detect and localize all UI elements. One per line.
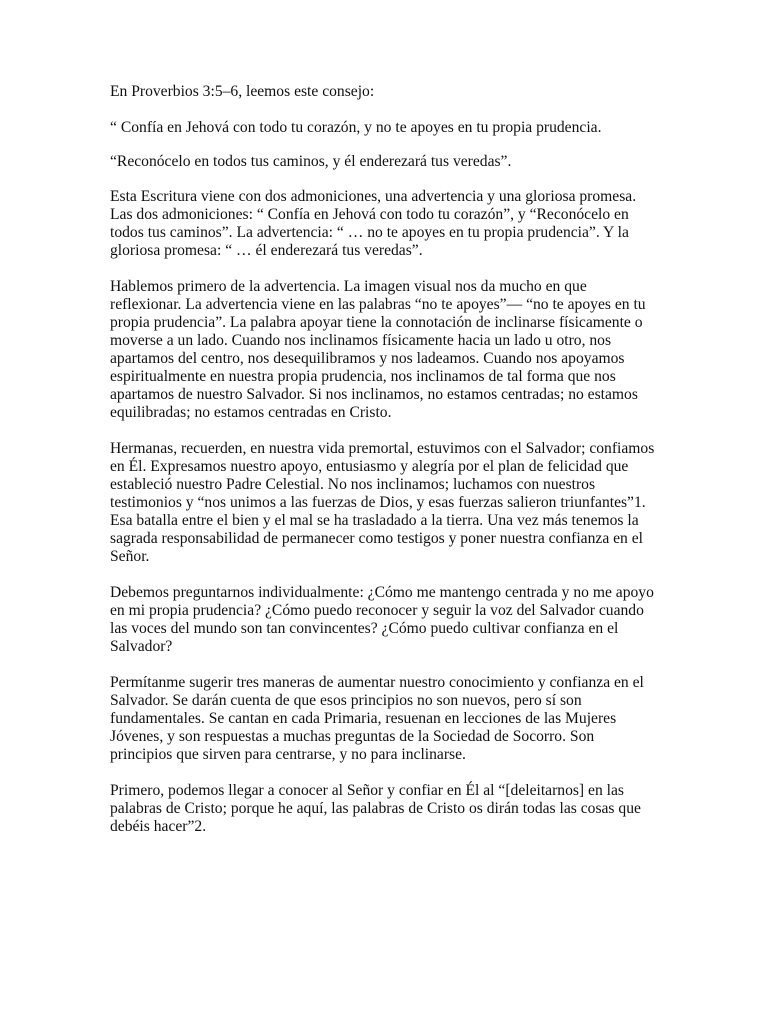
document-page — [110, 83, 660, 854]
scripture-quote-1: “ Confía en Jehová con todo tu corazón, y no te apoyes en tu propia prudencia. — [110, 119, 602, 136]
paragraph-three-ways: Permítanme sugerir tres maneras de aumentar nuestro conocimiento y confianza en el Salvador. Se darán cuenta de que esos principios no son nuevos, pero sí son fundamentales. Se cantan en cada Primaria, resuenan en lecciones de las Mujeres Jóvenes, y son respuestas a muchas preguntas de la Sociedad de Socorro. Son principios que sirven para centrarse, y no para inclinarse. — [110, 674, 644, 763]
paragraph-admonitions: Esta Escritura viene con dos admoniciones, una advertencia y una gloriosa promesa. Las dos admoniciones: “ Confía en Jehová con todo tu corazón”, y “Reconócelo en todos tus caminos”. La advertencia: “ … no te apoyes en tu propia prudencia”. Y la gloriosa promesa: “ … él enderezará tus veredas”. — [110, 188, 637, 259]
paragraph-warning: Hablemos primero de la advertencia. La imagen visual nos da mucho en que reflexionar. La advertencia viene en las palabras “no te apoyes”— “no te apoyes en tu propia prudencia”. La palabra apoyar tiene la connotación de inclinarse físicamente o moverse a un lado. Cuando nos inclinamos físicamente hacia un lado u otro, nos apartamos del centro, nos desequilibramos y nos ladeamos. Cuando nos apoyamos espiritualmente en nuestra propia prudencia, nos inclinamos de tal forma que nos apartamos de nuestro Salvador. Si nos inclinamos, no estamos centradas; no estamos equilibradas; no estamos centradas en Cristo. — [110, 278, 646, 421]
paragraph-questions: Debemos preguntarnos individualmente: ¿Cómo me mantengo centrada y no me apoyo en mi propia prudencia? ¿Cómo puedo reconocer y seguir la voz del Salvador cuando las voces del mundo son tan convincentes? ¿Cómo puedo cultivar confianza en el Salvador? — [110, 584, 654, 655]
paragraph-premortal-life: Hermanas, recuerden, en nuestra vida premortal, estuvimos con el Salvador; confiamos en Él. Expresamos nuestro apoyo, entusiasmo y alegría por el plan de felicidad que estableció nuestro Padre Celestial. No nos inclinamos; luchamos con nuestros testimonios y “nos unimos a las fuerzas de Dios, y esas fuerzas salieron triunfantes”1. Esa batalla entre el bien y el mal se ha trasladado a la tierra. Una vez más tenemos la sagrada responsabilidad de permanecer como testigos y poner nuestra confianza en el Señor. — [110, 440, 655, 565]
paragraph-first-way: Primero, podemos llegar a conocer al Señor y confiar en Él al “[deleitarnos] en las palabras de Cristo; porque he aquí, las palabras de Cristo os dirán todas las cosas que debéis hacer”2. — [110, 782, 641, 835]
intro-line: En Proverbios 3:5–6, leemos este consejo: — [110, 83, 375, 100]
scripture-quote-2: “Reconócelo en todos tus caminos, y él enderezará tus veredas”. — [110, 153, 512, 170]
